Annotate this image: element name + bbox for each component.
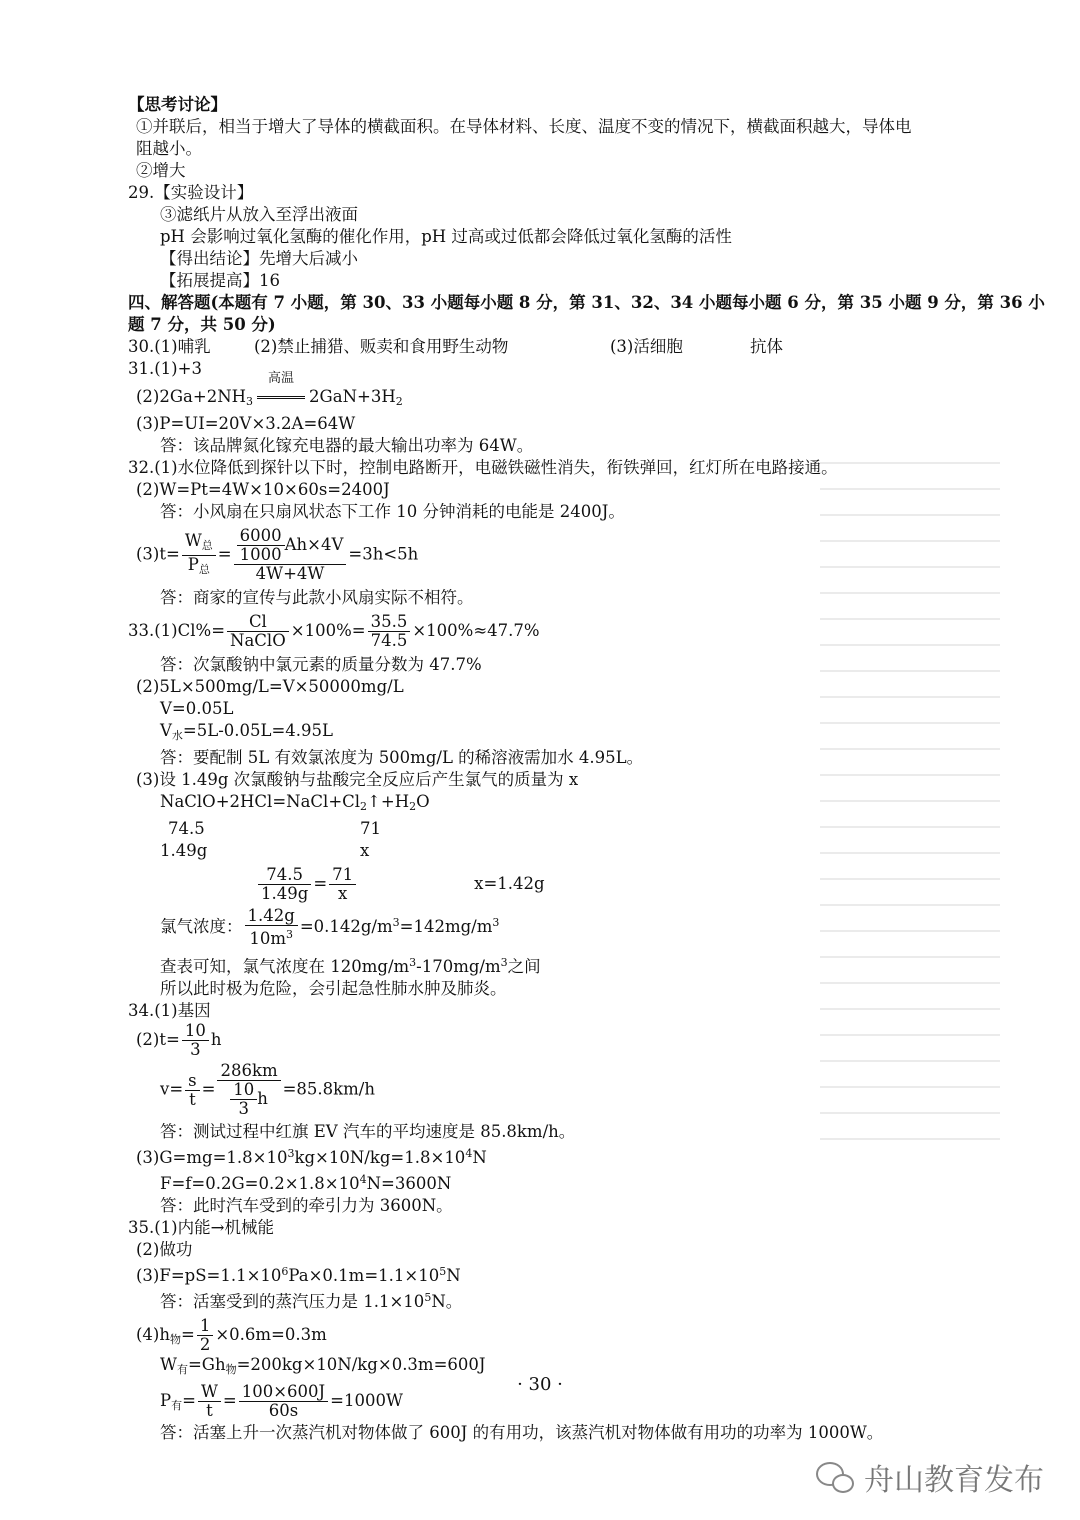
text-line: (2)5L×500mg/L=V×50000mg/L bbox=[136, 677, 404, 696]
text-line: ②增大 bbox=[136, 161, 186, 180]
text-line: (3)设 1.49g 次氯酸钠与盐酸完全反应后产生氯气的质量为 x bbox=[136, 770, 579, 789]
formula-line: (3)t= $\frac{W_总}{P_总}$ = $\frac{6000}{1000}$ Ah×4V 4W+4W =3h<5h bbox=[136, 526, 419, 583]
answer-content bbox=[128, 94, 1045, 1444]
text-line: $(3)F=pS=1.1\times 10^6Pa\times 0.1m=1.1\times 10^5N$ bbox=[136, 1265, 461, 1285]
proportion-line: $\frac{74.5}{1.49g}$ = $\frac{71}{x}$ x=1.42g bbox=[128, 866, 968, 903]
text-line: $(3)G=mg=1.8\times 10^3kg\times 10N/kg=1.8\times 10^4N$ bbox=[136, 1147, 487, 1167]
text-line: V=0.05L bbox=[160, 699, 234, 718]
answer-line: 答：活塞受到的蒸汽压力是 $1.1\times 10^5N$。 bbox=[160, 1291, 463, 1311]
section-heading: 题 7 分，共 50 分) bbox=[128, 315, 276, 334]
equation-line: $(2)2Ga+2NH_3$ 高温 $2GaN+3H_2$ bbox=[136, 371, 403, 408]
formula-line: $(4)h_物=$ $\frac{1}{2}$ ×0.6m=0.3m bbox=[136, 1316, 327, 1354]
text-line: (2)做功 bbox=[136, 1240, 193, 1259]
equation-line: $NaClO+2HCl=NaCl+Cl_2↑+H_2O$ bbox=[160, 792, 430, 813]
watermark bbox=[816, 1455, 1044, 1499]
fraction: $\frac{6000}{1000}$ Ah×4V 4W+4W bbox=[234, 527, 347, 583]
page-number: · 30 · bbox=[517, 1374, 563, 1395]
question-33: 33.(1)Cl%= $\frac{Cl}{\text{NaClO}}$ ×100%= $\frac{35.5}{74.5}$ ×100%≈47.7% bbox=[128, 612, 540, 650]
q30-part4: 抗体 bbox=[750, 337, 783, 356]
q30-part2: (2)禁止捕猎、贩卖和食用野生动物 bbox=[254, 337, 509, 356]
answer-line: 答：小风扇在只扇风状态下工作 10 分钟消耗的电能是 2400J。 bbox=[160, 502, 625, 521]
text-line: (2)W=Pt=4W×10×60s=2400J bbox=[136, 480, 390, 499]
text-line: 阻越小。 bbox=[136, 139, 202, 158]
section-heading: 四、解答题(本题有 7 小题，第 30、33 小题每小题 8 分，第 31、32、34 小题每小题 6 分，第 35 小题 9 分，第 36 小 bbox=[128, 293, 1045, 312]
answer-line: 答：该品牌氮化镓充电器的最大输出功率为 64W。 bbox=[160, 436, 534, 455]
question-29: 29.【实验设计】 bbox=[128, 183, 254, 202]
formula-line: (2)t= $\frac{10}{3}$ h bbox=[136, 1021, 222, 1059]
q30-part1: 30.(1)哺乳 bbox=[128, 337, 211, 356]
text-line: 查表可知，氯气浓度在 $120mg/m^3-170mg/m^3$之间 bbox=[160, 956, 541, 976]
text-line: 【得出结论】先增大后减小 bbox=[160, 249, 358, 268]
question-35: 35.(1)内能→机械能 bbox=[128, 1218, 274, 1237]
answer-line: 答：此时汽车受到的牵引力为 3600N。 bbox=[160, 1196, 453, 1215]
formula-line: v= $\frac{s}{t}$ = 286km $\frac{10}{3}$ h =85.8km/h bbox=[160, 1061, 375, 1118]
text-line: (3)P=UI=20V×3.2A=64W bbox=[136, 414, 356, 433]
text-line: $F=f=0.2G=0.2\times 1.8\times 10^4N=3600N$ bbox=[160, 1173, 452, 1193]
answer-line: 答：商家的宣传与此款小风扇实际不相符。 bbox=[160, 588, 474, 607]
fraction: $\frac{W_总}{P_总}$ bbox=[182, 532, 216, 579]
answer-line: 答：次氯酸钠中氯元素的质量分数为 47.7% bbox=[160, 655, 482, 674]
q30-part3: (3)活细胞 bbox=[610, 337, 683, 356]
answer-line: 答：活塞上升一次蒸汽机对物体做了 600J 的有用功，该蒸汽机对物体做有用功的功率为 1000W。 bbox=[160, 1423, 884, 1442]
answer-line: 答：测试过程中红旗 EV 汽车的平均速度是 85.8km/h。 bbox=[160, 1122, 576, 1141]
question-30 bbox=[128, 336, 968, 358]
text-line: ③滤纸片从放入至浮出液面 bbox=[160, 205, 358, 224]
question-34: 34.(1)基因 bbox=[128, 1001, 211, 1020]
section-heading: 【思考讨论】 bbox=[128, 95, 227, 114]
question-31: 31.(1)+3 bbox=[128, 359, 202, 378]
mass-row: 74.5 71 bbox=[168, 819, 381, 838]
formula-line: $P_有=$ $\frac{W}{t}$ = $\frac{100\times 600J}{60s}$ =1000W bbox=[160, 1382, 403, 1420]
answer-line: 答：要配制 5L 有效氯浓度为 500mg/L 的稀溶液需加水 4.95L。 bbox=[160, 748, 644, 767]
question-32: 32.(1)水位降低到探针以下时，控制电路断开，电磁铁磁性消失，衔铁弹回，红灯所在电路接通。 bbox=[128, 458, 838, 477]
text-line: 【拓展提高】16 bbox=[160, 271, 280, 290]
text-line: pH 会影响过氧化氢酶的催化作用，pH 过高或过低都会降低过氧化氢酶的活性 bbox=[160, 227, 732, 246]
watermark-text: 舟山教育发布 bbox=[864, 1463, 1044, 1498]
text-line: 所以此时极为危险，会引起急性肺水肿及肺炎。 bbox=[160, 979, 507, 998]
reaction-arrow: 高温 bbox=[253, 386, 309, 408]
concentration-line: 氯气浓度： $\frac{1.42g}{10m^3}$ $=0.142g/m^3=142mg/m^3$ bbox=[160, 906, 500, 948]
text-line: $V_水=5L-0.05L=4.95L$ bbox=[160, 721, 333, 742]
mass-row: 1.49g x bbox=[160, 841, 370, 860]
wechat-icon bbox=[816, 1462, 854, 1492]
text-line: ①并联后，相当于增大了导体的横截面积。在导体材料、长度、温度不变的情况下，横截面积越大，导体电 bbox=[136, 117, 912, 136]
formula-line: $W_有=Gh_物=200kg\times 10N/kg\times 0.3m=600J$ bbox=[160, 1355, 486, 1376]
